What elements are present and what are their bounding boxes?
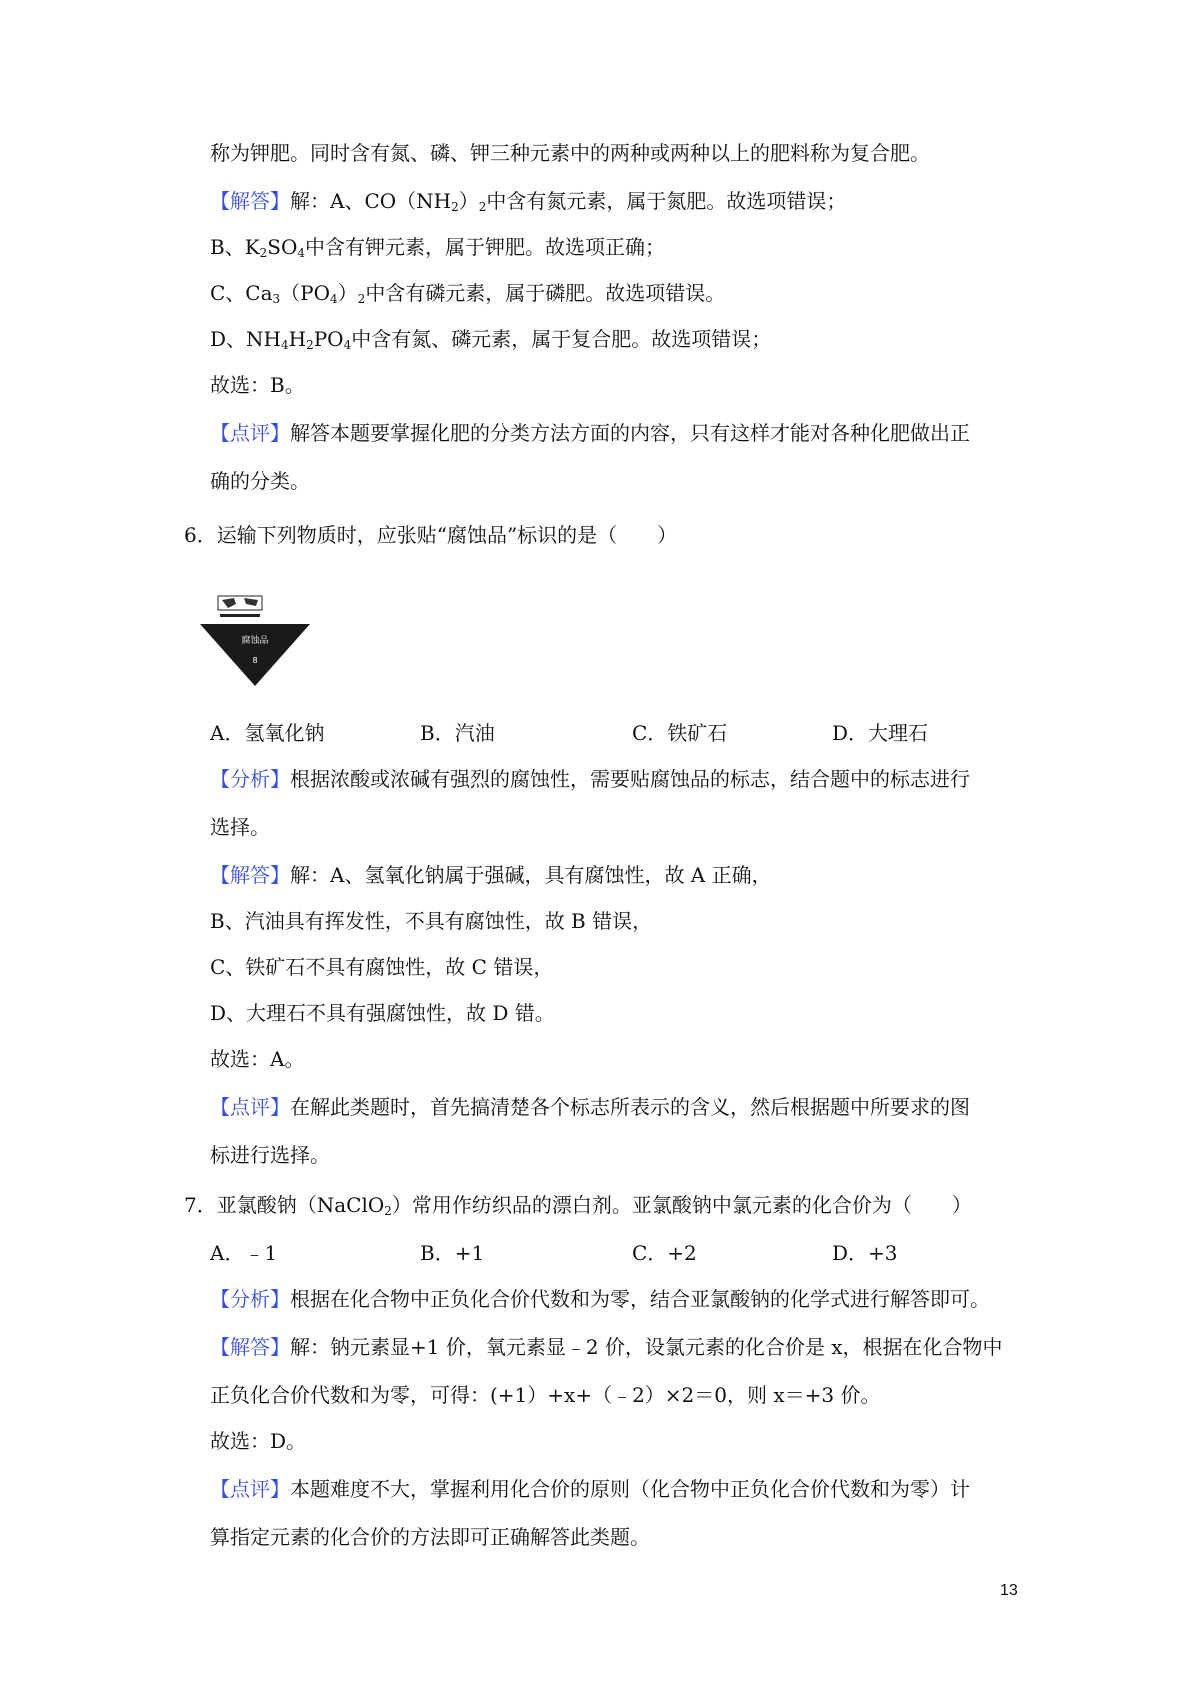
text: 故选：D。	[210, 1429, 307, 1453]
text-line	[210, 764, 1030, 794]
subscript: 2	[451, 200, 459, 214]
q7-option-c: C．+2	[632, 1241, 697, 1265]
text: 选择。	[210, 815, 270, 839]
text: SO	[267, 235, 298, 259]
svg-text:8: 8	[252, 656, 258, 665]
text-line	[210, 1522, 1030, 1552]
text: 根据在化合物中正负化合价代数和为零，结合亚氯酸钠的化学式进行解答即可。	[290, 1287, 990, 1311]
text-line	[210, 418, 1030, 448]
q7-option-d: D．+3	[832, 1241, 898, 1265]
text: 故选：B。	[210, 373, 305, 397]
text-line	[210, 860, 1030, 890]
page-number: 13	[1000, 1582, 1018, 1599]
text: 解：A、CO（NH	[290, 189, 452, 213]
text: 中含有钾元素，属于钾肥。故选项正确；	[305, 235, 666, 259]
subscript: 3	[272, 292, 281, 306]
text-line	[210, 1092, 1030, 1122]
subscript: 4	[330, 292, 338, 306]
text: 确的分类。	[210, 469, 310, 493]
subscript: 2	[259, 246, 268, 260]
text-line	[210, 812, 1030, 842]
text-line	[210, 998, 1030, 1028]
answer-tag: 【解答】	[210, 189, 290, 213]
text: ）	[458, 189, 479, 213]
corrosive-sign-icon	[200, 590, 310, 690]
text-line	[210, 1140, 1030, 1170]
text: （PO	[280, 281, 331, 305]
text: B、汽油具有挥发性，不具有腐蚀性，故 B 错误，	[210, 909, 653, 933]
text-line	[210, 1044, 1030, 1074]
text-line	[210, 1284, 1030, 1314]
comment-tag: 【点评】	[210, 1095, 290, 1119]
text: H	[288, 327, 307, 351]
text-line	[210, 1380, 1030, 1410]
answer-tag: 【解答】	[210, 863, 290, 887]
subscript: 2	[478, 200, 487, 214]
subscript: 2	[306, 338, 314, 352]
text-line	[210, 1426, 1030, 1456]
text-line	[210, 1474, 1030, 1504]
q6-option-a: A．氢氧化钠	[210, 721, 325, 745]
text: 解：A、氢氧化钠属于强碱，具有腐蚀性，故 A 正确，	[290, 863, 772, 887]
text: 称为钾肥。同时含有氮、磷、钾三种元素中的两种或两种以上的肥料称为复合肥。	[210, 141, 930, 165]
text: 中含有磷元素，属于磷肥。故选项错误。	[365, 281, 726, 305]
text: 算指定元素的化合价的方法即可正确解答此类题。	[210, 1525, 650, 1549]
text: 解答本题要掌握化肥的分类方法方面的内容，只有这样才能对各种化肥做出正	[290, 421, 970, 445]
q6-option-d: D．大理石	[832, 721, 929, 745]
text-line	[210, 1332, 1030, 1362]
text-line	[210, 232, 1030, 262]
text: C、铁矿石不具有腐蚀性，故 C 错误，	[210, 955, 554, 979]
text: 7．亚氯酸钠（NaClO	[184, 1193, 385, 1217]
answer-tag: 【解答】	[210, 1335, 290, 1359]
q7-option-a: A．﹣1	[210, 1241, 278, 1265]
text-line	[210, 324, 1030, 354]
text-line	[210, 906, 1030, 936]
text: PO	[313, 327, 344, 351]
text: D、大理石不具有强腐蚀性，故 D 错。	[210, 1001, 555, 1025]
question-7	[184, 1190, 1004, 1220]
subscript: 4	[280, 338, 289, 352]
analysis-tag: 【分析】	[210, 767, 290, 791]
text: ）	[337, 281, 358, 305]
subscript: 4	[297, 246, 306, 260]
text: 标进行选择。	[210, 1143, 330, 1167]
text-line	[210, 466, 1030, 496]
text: D、NH	[210, 327, 281, 351]
comment-tag: 【点评】	[210, 421, 290, 445]
text: B、K	[210, 235, 260, 259]
text: 解：钠元素显+1 价，氧元素显﹣2 价，设氯元素的化合价是 x，根据在化合物中	[290, 1335, 1003, 1359]
text: 中含有氮元素，属于氮肥。故选项错误；	[486, 189, 847, 213]
text-line	[210, 278, 1030, 308]
text: 在解此类题时，首先搞清楚各个标志所表示的含义，然后根据题中所要求的图	[290, 1095, 970, 1119]
text: 中含有氮、磷元素，属于复合肥。故选项错误；	[351, 327, 772, 351]
subscript: 2	[384, 1204, 392, 1218]
text-line	[210, 370, 1030, 400]
text: 正负化合价代数和为零，可得：(+1）+x+（﹣2）×2＝0，则 x＝+3 价。	[210, 1383, 881, 1407]
q7-option-b: B．+1	[420, 1241, 485, 1265]
text: ）常用作纺织品的漂白剂。亚氯酸钠中氯元素的化合价为（ ）	[391, 1193, 972, 1217]
q6-option-c: C．铁矿石	[632, 721, 728, 745]
subscript: 4	[343, 338, 352, 352]
text: 6．运输下列物质时，应张贴“腐蚀品”标识的是（ ）	[184, 523, 678, 547]
subscript: 2	[357, 292, 366, 306]
text: C、Ca	[210, 281, 273, 305]
sign-label: 腐蚀品	[241, 636, 269, 646]
comment-tag: 【点评】	[210, 1477, 290, 1501]
text: 根据浓酸或浓碱有强烈的腐蚀性，需要贴腐蚀品的标志，结合题中的标志进行	[290, 767, 970, 791]
text: 故选：A。	[210, 1047, 305, 1071]
analysis-tag: 【分析】	[210, 1287, 290, 1311]
q6-option-b: B．汽油	[420, 721, 495, 745]
text-line	[210, 952, 1030, 982]
question-6	[184, 520, 1004, 550]
text-line	[210, 186, 1030, 216]
text-line	[210, 138, 1030, 168]
text: 本题难度不大，掌握利用化合价的原则（化合物中正负化合价代数和为零）计	[290, 1477, 970, 1501]
